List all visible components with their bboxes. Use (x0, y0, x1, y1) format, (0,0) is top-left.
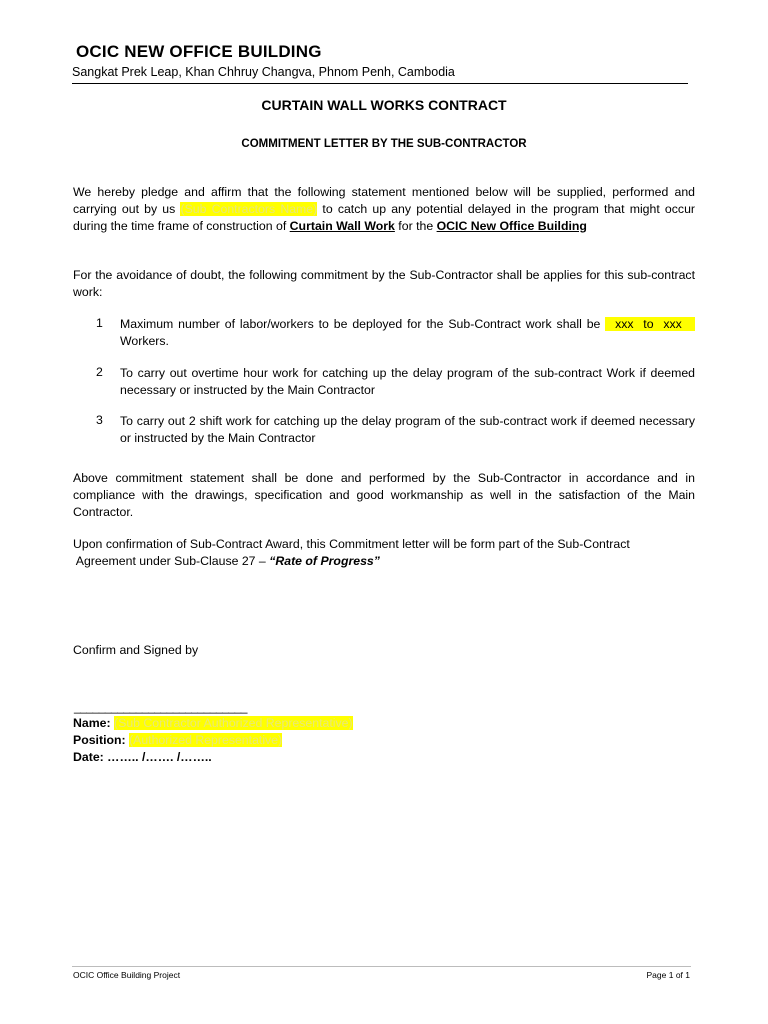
footer-project-name: OCIC Office Building Project (73, 970, 181, 980)
position-label: Position: (73, 733, 126, 747)
name-label: Name: (73, 716, 111, 730)
confirmation-line-2: Agreement under Sub-Clause 27 – (73, 554, 270, 568)
item-2-number: 2 (96, 365, 103, 379)
pledge-text-1: We hereby pledge and affirm that the following statement mentioned below will be supplied, performed and carrying out by us (73, 185, 695, 216)
avoidance-paragraph: For the avoidance of doubt, the following commitment by the Sub-Contractor shall be applies for this sub-contract work: (73, 268, 695, 299)
workers-count-placeholder: xxx to xxx (605, 317, 695, 331)
work-name: Curtain Wall Work (289, 219, 395, 233)
project-address: Sangkat Prek Leap, Khan Chhruy Changva, Phnom Penh, Cambodia (72, 65, 455, 79)
date-value: …….. /……. /…….. (107, 750, 212, 764)
date-label: Date: (73, 750, 104, 764)
contract-title: CURTAIN WALL WORKS CONTRACT (261, 97, 507, 113)
item-1-suffix: Workers. (120, 334, 169, 348)
header-rule (72, 83, 688, 84)
confirm-signed-label: Confirm and Signed by (73, 643, 199, 657)
subcontractor-name-placeholder: (Sub Contractors Name) (180, 202, 318, 216)
item-2-text: To carry out overtime hour work for catching up the delay program of the sub-contract Work if deemed necessary or instructed by the Main Contractor (120, 366, 695, 397)
pledge-text-3: for the (394, 219, 437, 233)
confirmation-paragraph (73, 536, 695, 570)
page-number: Page 1 of 1 (646, 970, 690, 980)
pledge-paragraph (73, 184, 695, 235)
letter-title: COMMITMENT LETTER BY THE SUB-CONTRACTOR (241, 138, 527, 150)
item-3-number: 3 (96, 413, 103, 427)
item-3-text: To carry out 2 shift work for catching up the delay program of the sub-contract work if deemed necessary or instructed by the Main Contractor (120, 414, 695, 445)
confirmation-line-1: Upon confirmation of Sub-Contract Award, this Commitment letter will be form part of the Sub-Contract (73, 537, 630, 551)
name-value-placeholder: (Sub Contractor Authorized Representative) (114, 716, 353, 730)
clause-title: “Rate of Progress” (269, 554, 380, 568)
name-row (73, 716, 353, 730)
above-statement-paragraph: Above commitment statement shall be done and performed by the Sub-Contractor in accordance and in compliance with the drawings, specification and good workmanship as well in the satisfaction of the Main Contractor. (73, 471, 695, 519)
project-title: OCIC NEW OFFICE BUILDING (76, 42, 322, 61)
footer-rule (72, 966, 691, 967)
signature-line: ____________________________ (74, 700, 247, 714)
date-row (73, 750, 212, 764)
project-name: OCIC New Office Building (436, 219, 587, 233)
position-value-placeholder: (Authorized Representative) (129, 733, 283, 747)
item-1-number: 1 (96, 316, 103, 330)
position-row (73, 733, 282, 747)
pledge-text-2: to catch up any potential delayed in the program that might occur during the time frame of construction of (73, 202, 696, 233)
item-1-text (120, 316, 695, 350)
item-1-body: Maximum number of labor/workers to be deployed for the Sub-Contract work shall be (120, 317, 606, 331)
